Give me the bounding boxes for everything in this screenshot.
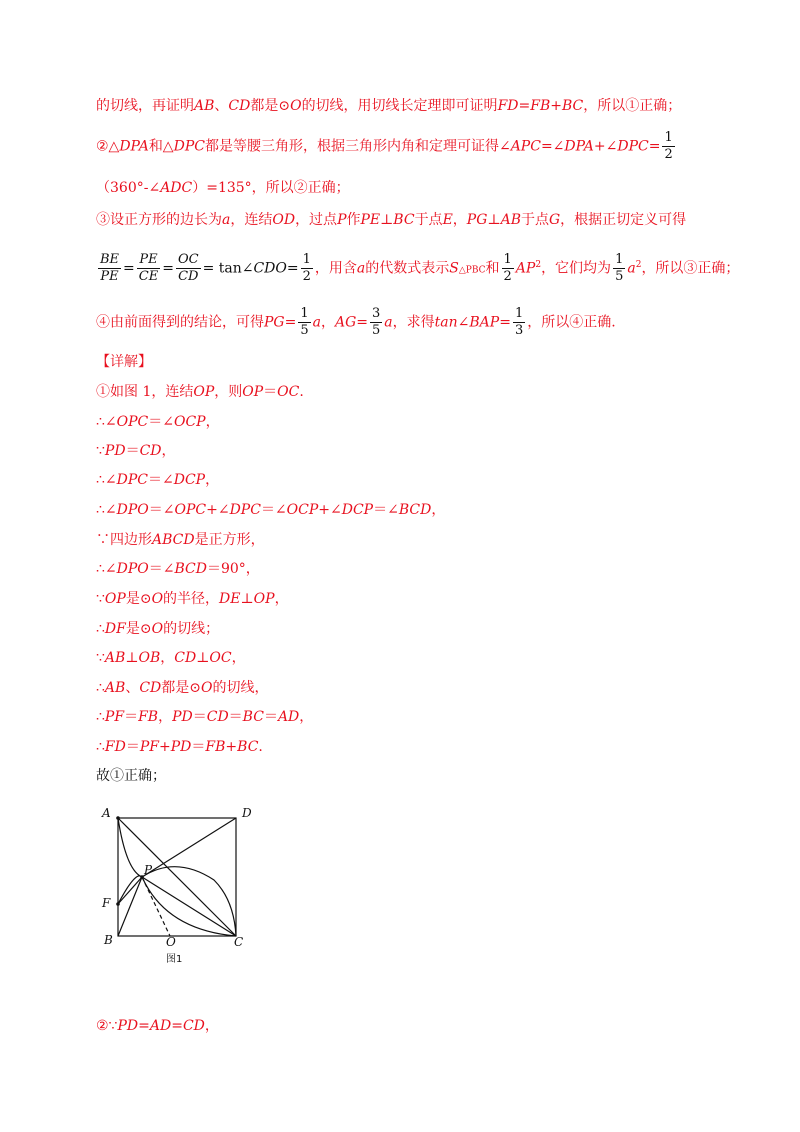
analysis-line-1: 的切线，再证明AB、CD都是⊙O的切线，用切线长定理即可证明FD=FB+BC，所以①正确； <box>96 98 682 114</box>
proof-line: ∴∠OPC＝∠OCP， <box>96 414 220 430</box>
fraction-tan: $\frac{1}{3}$ <box>514 306 524 338</box>
label-b: B <box>104 933 113 947</box>
proof-line: ∴FD＝PF+PD＝FB+BC. <box>96 739 263 755</box>
fraction-half: $\frac{1}{2}$ <box>664 130 673 162</box>
proof-line: ∴DF是⊙O的切线； <box>96 621 220 637</box>
proof-line: ∴∠DPC＝∠DCP， <box>96 472 220 488</box>
fraction-be-pe: $\frac{BE}{PE}$ <box>100 252 120 284</box>
proof-line: ∴AB、CD都是⊙O的切线， <box>96 680 269 696</box>
segment-bp <box>118 877 142 936</box>
fraction-one-fifth: $\frac{1}{5}$ <box>615 252 624 284</box>
analysis-line-5: $\frac{BE}{PE}$ = $\frac{PE}{CE}$ = $\frac{OC}{CD}$ = tan∠CDO= $\frac{1}{2}$ ，用含a的代数式表示S△PBC和 $\frac{1}{2}$ $AP^2$，它们均为 $\frac{1}{5}$ $a^2$，所以③正确； <box>100 252 740 284</box>
label-a: A <box>102 806 111 820</box>
segment-fp <box>118 877 142 904</box>
proof-line: ①如图 1，连结OP，则OP＝OC. <box>96 384 304 400</box>
arc-ap <box>118 818 142 877</box>
geometry-figure <box>96 800 266 970</box>
label-o: O <box>166 935 176 949</box>
proof-line: ∴∠DPO＝∠OPC+∠DPC＝∠OCP+∠DCP＝∠BCD， <box>96 502 446 518</box>
figure-caption: 图1 <box>166 954 183 965</box>
label-f: F <box>102 896 111 910</box>
point-a <box>116 816 120 820</box>
fraction-ag: $\frac{3}{5}$ <box>372 306 381 338</box>
segment-pc <box>142 877 236 936</box>
proof-part-2-line: ②∵PD=AD=CD， <box>96 1018 219 1034</box>
proof-line: ∵PD＝CD， <box>96 443 176 459</box>
analysis-line-2: ②△DPA和△DPC都是等腰三角形，根据三角形内角和定理可证得∠APC=∠DPA+∠DPC= $\frac{1}{2}$ <box>96 130 673 162</box>
label-c: C <box>234 935 244 949</box>
conclusion-text: 故①正确； <box>96 768 166 784</box>
proof-line: ∵四边形ABCD是正方形， <box>96 532 265 548</box>
analysis-line-6: ④由前面得到的结论，可得PG= $\frac{1}{5}$ a，AG= $\frac{3}{5}$ a，求得tan∠BAP= $\frac{1}{3}$ ，所以④正确. <box>96 306 616 338</box>
fraction-oc-cd: $\frac{OC}{CD}$ <box>177 252 199 284</box>
point-f <box>116 902 120 906</box>
label-p: P <box>144 863 153 877</box>
fraction-half-ap: $\frac{1}{2}$ <box>503 252 512 284</box>
fraction-pg: $\frac{1}{5}$ <box>300 306 309 338</box>
proof-line: ∵OP是⊙O的半径，DE⊥OP， <box>96 591 289 607</box>
proof-line: ∵AB⊥OB，CD⊥OC， <box>96 650 246 666</box>
proof-line: ∴∠DPO＝∠BCD＝90°， <box>96 561 260 577</box>
fraction-pe-ce: $\frac{PE}{CE}$ <box>138 252 159 284</box>
analysis-line-4: ③设正方形的边长为a，连结OD，过点P作PE⊥BC于点E，PG⊥AB于点G，根据正切定义可得 <box>96 212 687 228</box>
proof-line: ∴PF＝FB，PD＝CD＝BC＝AD， <box>96 709 314 725</box>
fraction-one-half: $\frac{1}{2}$ <box>302 252 311 284</box>
detail-title: 【详解】 <box>96 354 152 370</box>
label-d: D <box>242 806 252 820</box>
analysis-line-3: （360°-∠ADC）=135°，所以②正确； <box>96 180 350 196</box>
